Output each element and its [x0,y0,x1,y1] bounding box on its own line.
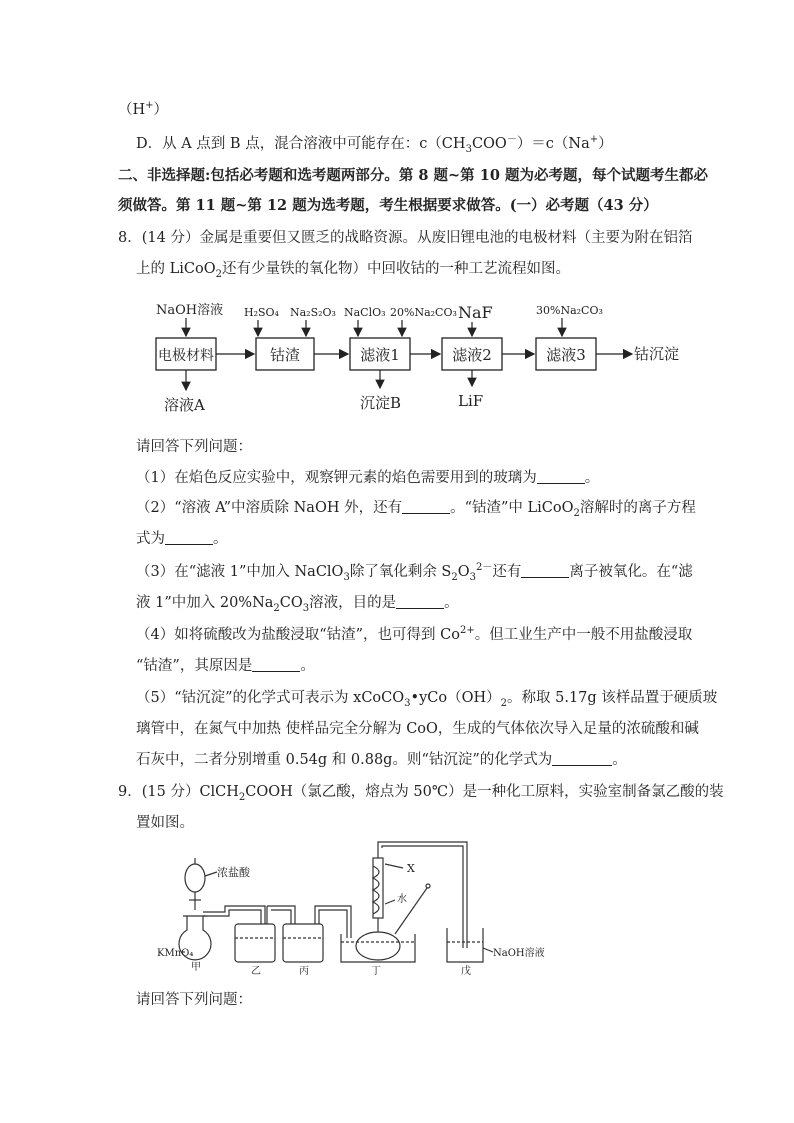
answer-blank[interactable] [165,530,213,545]
reagent-na2co3-20: 20%Na₂CO₃ [390,306,457,319]
label-yi: 乙 [251,966,261,977]
prev-option-tail: （H+） [118,100,169,118]
q9-intro-line1: 9．(15 分）ClCH$_2$COOH（氯乙酸，熔点为 50℃）是一种化工原料，实验室制备氯乙酸的装 [118,784,724,803]
box-filtrate-1-label: 滤液1 [360,346,400,364]
q8-part1: （1）在焰色反应实验中，观察钾元素的焰色需要用到的玻璃为 。 [136,470,600,486]
q9-ask: 请回答下列问题： [136,992,252,1008]
reagent-na2s2o3: Na₂S₂O₃ [290,306,336,319]
label-ding: 丁 [371,966,381,977]
label-conc-hcl: 浓盐酸 [217,866,250,879]
product-cobalt-precipitate: 钴沉淀 [634,345,680,363]
section-heading-line1: 二、非选择题:包括必考题和选考题两部分。第 8 题~第 10 题为必考题，每个试题考生都必 [118,167,708,184]
label-kmno4: KMnO₄ [157,948,194,959]
output-solution-a: 溶液A [164,396,205,414]
q8-part2-line1: （2）“溶液 A”中溶质除 NaOH 外，还有 。“钴渣”中 LiCoO$_2$溶解时的离子方程 [136,500,696,519]
q8-part4-line2: “钴渣”，其原因是 。 [136,658,315,674]
q8-part5-line2: 璃管中，在氮气中加热 使样品完全分解为 CoO，生成的气体依次导入足量的浓硫酸和碱 [136,721,699,737]
q8-intro-line2: 上的 LiCoO$_2$还有少量铁的氧化物）中回收钴的一种工艺流程如图。 [136,261,570,280]
q8-ask: 请回答下列问题： [136,439,252,455]
reagent-naf: NaF [458,303,493,322]
answer-blank[interactable] [402,499,450,514]
box-filtrate-3-label: 滤液3 [546,346,586,364]
q8-part4-line1: （4）如将硫酸改为盐酸浸取“钴渣”，也可得到 $Co^{2+}$。但工业生产中一般不用盐酸浸取 [136,625,693,643]
option-d: D．从 A 点到 B 点，混合溶液中可能存在：$c(CH_3COO^-)=c(Na^+)$ [136,134,613,155]
q8-part5-line1: （5）“钴沉淀”的化学式可表示为 $xCoCO_3•yCo(OH)_2$。称取 5.17g 该样品置于硬质玻 [136,690,718,709]
answer-blank[interactable] [552,751,612,766]
reagent-na2co3-30: 30%Na₂CO₃ [536,304,603,317]
label-bing: 丙 [299,966,309,977]
answer-blank[interactable] [537,469,585,484]
q8-intro-line1: 8．(14 分）金属是重要但又匮乏的战略资源。从废旧锂电池的电极材料（主要为附在铝箔 [118,230,693,246]
answer-blank[interactable] [521,563,569,578]
reagent-h2so4: H₂SO₄ [244,306,279,319]
box-electrode-label: 电极材料 [158,348,214,364]
apparatus-diagram [155,838,655,978]
answer-blank[interactable] [396,594,444,609]
q8-part2-line2: 式为 。 [136,531,228,547]
label-water: 水 [397,894,407,905]
output-precipitate-b: 沉淀B [360,394,402,412]
q8-part5-line3: 石灰中，二者分别增重 0.54g 和 0.88g。则“钴沉淀”的化学式为 。 [136,752,627,768]
q9-intro-line2: 置如图。 [136,815,194,831]
output-lif: LiF [458,392,484,410]
answer-blank[interactable] [252,657,300,672]
box-cobalt-residue-label: 钴渣 [269,346,301,364]
section-heading-line2: 须做答。第 11 题~第 12 题为选考题，考生根据要求做答。(一）必考题（43 分） [118,197,658,214]
q8-part3-line2: 液 1”中加入 $20\%Na_2CO_3$溶液，目的是 。 [136,595,459,614]
label-x: X [407,862,415,875]
process-flow-diagram [150,296,690,420]
q8-part3-line1: （3）在“滤液 1”中加入 NaClO$_3$除了氧化剩余 $S_2O_3^{2-}$还有 离子被氧化。在“滤 [136,562,693,583]
reagent-naoh: NaOH溶液 [156,303,224,318]
box-filtrate-2-label: 滤液2 [452,346,492,364]
label-jia: 甲 [191,962,201,973]
reagent-naclo3: NaClO₃ [344,306,386,319]
label-wu: 戊 [461,966,471,977]
label-naoh-solution: NaOH溶液 [493,948,545,959]
